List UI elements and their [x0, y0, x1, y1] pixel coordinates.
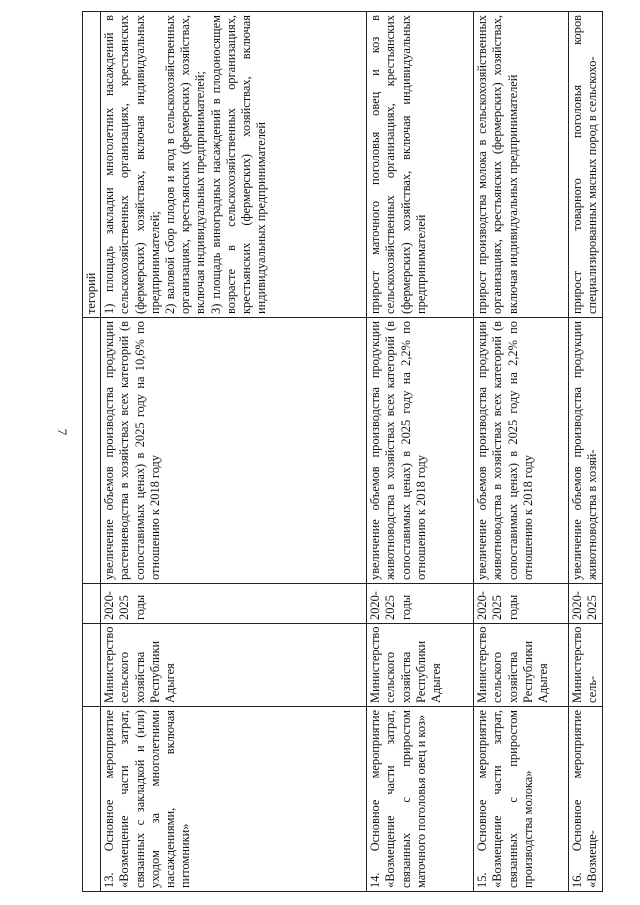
indicator-cell: прирост товарного поголовья коров специализированных мясных пород в сельскохо-: [569, 12, 603, 318]
executor-cell: Министерство сельского хозяйства Республики Адыгея: [101, 624, 367, 707]
table-row-14: [367, 12, 474, 892]
result-cell: увеличение объемов производства продукции животноводства в хозяй-: [569, 318, 603, 584]
table-row-15: [474, 12, 569, 892]
period-cell: 2020-2025: [569, 584, 603, 624]
page-number: 7: [55, 428, 70, 436]
result-cell: увеличение объемов производства продукции животноводства в хозяйствах всех категорий (в сопоставимых ценах) в 2025 году на 2,2% по отношению к 2018 году: [474, 318, 569, 584]
indicator-cell: прирост производства молока в сельскохозяйственных организациях, крестьянских (фермерских) хозяйствах, включая индивидуальных предпринимателей: [474, 12, 569, 318]
event-cell: 15. Основное мероприятие «Возмещение части затрат, связанных с приростом производства молока»: [474, 707, 569, 892]
period-cell: 2020-2025 годы: [367, 584, 474, 624]
event-cell: 13. Основное мероприятие «Возмещение части затрат, связанных с закладкой и (или) уходом за многолетними насаждениями, включая питомники»: [101, 707, 367, 892]
rotated-table-page: [82, 12, 600, 892]
indicator-item: 1) площадь закладки многолетних насаждений в сельскохозяйственных организациях, крестьянских (фермерских) хозяйствах, включая индивидуальных предпринимателей;: [102, 15, 162, 314]
result-cell: увеличение объемов производства продукции животноводства в хозяйствах всех категорий (в сопоставимых ценах) в 2025 году на 2,2% по отношению к 2018 году: [367, 318, 474, 584]
period-cell: 2020-2025 годы: [101, 584, 367, 624]
indicator-item: 3) площадь виноградных насаждений в плодоносящем возрасте в сельскохозяйственных организациях, крестьянских (фермерских) хозяйствах, включая индивидуальных предпринимателей: [208, 15, 269, 314]
program-measures-table: [82, 11, 603, 892]
executor-cell: Министерство сельского хозяйства Республики Адыгея: [474, 624, 569, 707]
indicator-cell: прирост маточного поголовья овец и коз в сельскохозяйственных организациях, крестьянских (фермерских) хозяйствах, включая индивидуальных предпринимателей: [367, 12, 474, 318]
event-cell: 16. Основное мероприятие «Возмеще-: [569, 707, 603, 892]
indicator-cell: [101, 12, 367, 318]
event-cell: 14. Основное мероприятие «Возмещение части затрат, связанных с приростом маточного поголовья овец и коз»: [367, 707, 474, 892]
result-cell: увеличение объемов производства продукции растениеводства в хозяйствах всех категорий (в сопоставимых ценах) в 2025 году на 10,6% по отношению к 2018 году: [101, 318, 367, 584]
executor-cell: Министерство сель-: [569, 624, 603, 707]
executor-cell: Министерство сельского хозяйства Республики Адыгея: [367, 624, 474, 707]
indicator-cell: тегорий: [83, 12, 101, 318]
period-cell: 2020-2025 годы: [474, 584, 569, 624]
table-row-continuation: [83, 12, 101, 892]
table-row-16: [569, 12, 603, 892]
table-row-13: [101, 12, 367, 892]
indicator-item: 2) валовой сбор плодов и ягод в сельскохозяйственных организациях, крестьянских (фермерских) хозяйствах, включая индивидуальных предпринимателей;: [163, 15, 208, 314]
